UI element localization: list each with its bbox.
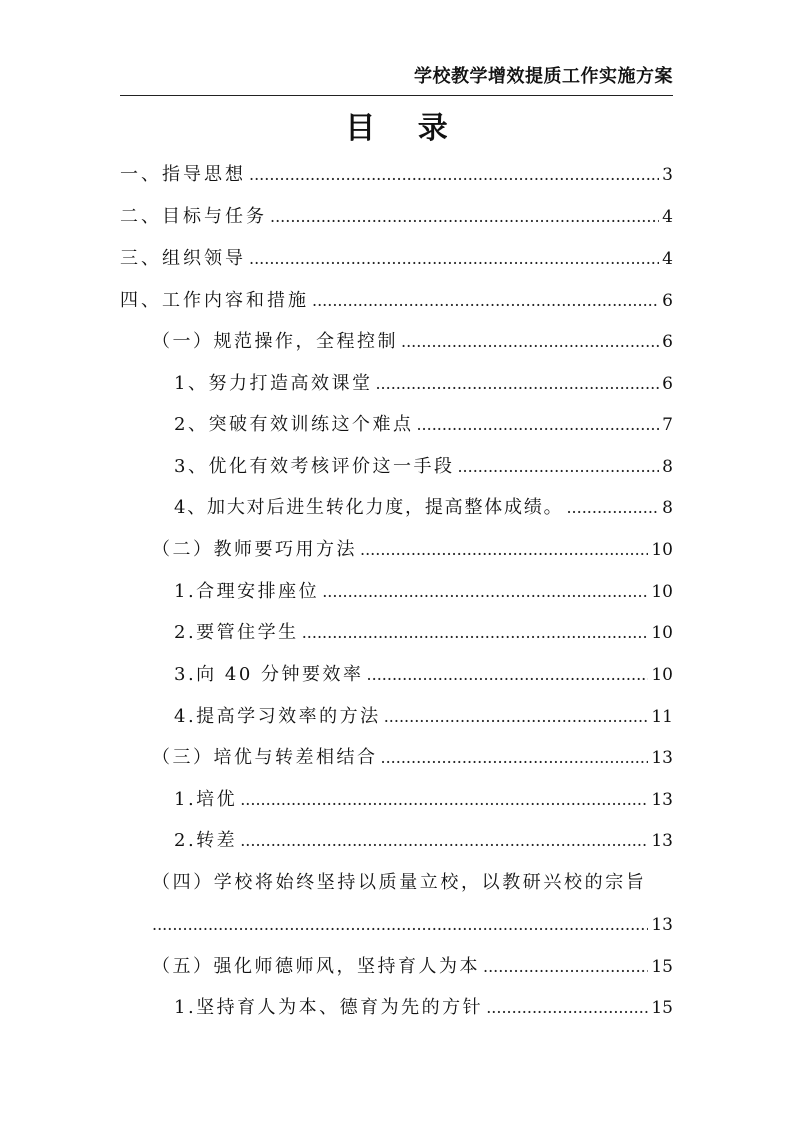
toc-entry-label: （三）培优与转差相结合 bbox=[152, 747, 378, 768]
toc-entry[interactable] bbox=[174, 449, 673, 479]
toc-entry-continuation[interactable] bbox=[152, 907, 673, 937]
running-header: 学校教学增效提质工作实施方案 bbox=[414, 66, 673, 87]
toc-entry[interactable] bbox=[174, 574, 673, 604]
toc-entry-label: 四、工作内容和措施 bbox=[120, 290, 309, 311]
toc-entry[interactable] bbox=[174, 615, 673, 645]
toc-entry-label: 4、加大对后进生转化力度，提高整体成绩。 bbox=[174, 497, 564, 518]
toc-entry-page: 13 bbox=[651, 831, 673, 851]
toc-entry[interactable] bbox=[174, 366, 673, 396]
toc-entry[interactable] bbox=[152, 740, 673, 770]
toc-entry[interactable] bbox=[174, 699, 673, 729]
toc-entry-page: 13 bbox=[651, 748, 673, 768]
toc-entry-label: 三、组织领导 bbox=[120, 248, 246, 269]
toc-entry-page: 6 bbox=[662, 374, 673, 394]
toc-entry-label: （二）教师要巧用方法 bbox=[152, 539, 357, 560]
toc-leader-dots bbox=[566, 496, 659, 520]
toc-leader-dots bbox=[322, 580, 648, 604]
toc-leader-dots bbox=[240, 829, 648, 853]
toc-entry-page: 15 bbox=[651, 957, 673, 977]
toc-entry-label: 2.转差 bbox=[174, 830, 238, 851]
toc-entry-label: 2、突破有效训练这个难点 bbox=[174, 414, 414, 435]
toc-entry-page: 13 bbox=[651, 790, 673, 810]
header-rule bbox=[120, 95, 673, 96]
toc-entry[interactable] bbox=[152, 324, 673, 354]
toc-leader-dots bbox=[367, 663, 649, 687]
toc-leader-dots bbox=[249, 163, 659, 187]
toc-leader-dots bbox=[240, 788, 648, 812]
toc-leader-dots bbox=[381, 746, 649, 770]
toc-entry-page: 8 bbox=[662, 498, 673, 518]
toc-entry[interactable] bbox=[174, 407, 673, 437]
toc-entry-label: （五）强化师德师风，坚持育人为本 bbox=[152, 956, 480, 977]
toc-entry-label: 3、优化有效考核评价这一手段 bbox=[174, 456, 455, 477]
toc-entry-page: 4 bbox=[662, 249, 673, 269]
toc-leader-dots bbox=[312, 289, 659, 313]
toc-leader-dots bbox=[302, 621, 649, 645]
toc-entry-label: 二、目标与任务 bbox=[120, 206, 267, 227]
toc-entry-label: 1、努力打造高效课堂 bbox=[174, 373, 373, 394]
toc-entry-page: 7 bbox=[662, 415, 673, 435]
toc-entry-page: 6 bbox=[662, 291, 673, 311]
toc-leader-dots bbox=[483, 955, 648, 979]
toc-entry-page: 10 bbox=[651, 540, 673, 560]
toc-entry-label: 1.坚持育人为本、德育为先的方针 bbox=[174, 997, 484, 1018]
toc-entry-page: 15 bbox=[651, 998, 673, 1018]
toc-entry[interactable] bbox=[174, 657, 673, 687]
toc-entry-wrapped[interactable] bbox=[152, 865, 673, 895]
toc-entry-page: 10 bbox=[651, 665, 673, 685]
toc-entry[interactable] bbox=[174, 490, 673, 520]
toc-leader-dots bbox=[360, 538, 648, 562]
toc-entry-label: 1.合理安排座位 bbox=[174, 581, 320, 602]
toc-entry-label: （四）学校将始终坚持以质量立校，以教研兴校的宗旨 bbox=[152, 872, 647, 893]
toc-entry[interactable] bbox=[120, 283, 673, 313]
toc-entry-page: 4 bbox=[662, 207, 673, 227]
toc-entry[interactable] bbox=[152, 949, 673, 979]
toc-entry-label: 一、指导思想 bbox=[120, 164, 246, 185]
toc-entry[interactable] bbox=[174, 823, 673, 853]
toc-leader-dots bbox=[401, 330, 659, 354]
toc-leader-dots bbox=[152, 913, 648, 937]
toc-entry-label: （一）规范操作，全程控制 bbox=[152, 331, 398, 352]
toc-entry-page: 3 bbox=[662, 165, 673, 185]
toc-entry[interactable] bbox=[120, 157, 673, 187]
toc-entry-page: 13 bbox=[651, 915, 673, 935]
toc-entry[interactable] bbox=[152, 532, 673, 562]
toc-entry[interactable] bbox=[174, 990, 673, 1020]
toc-entry-label: 1.培优 bbox=[174, 789, 238, 810]
toc-entry-label: 4.提高学习效率的方法 bbox=[174, 706, 381, 727]
toc-leader-dots bbox=[270, 205, 659, 229]
toc-entry-page: 11 bbox=[651, 707, 673, 727]
toc-entry-label: 3.向 40 分钟要效率 bbox=[174, 664, 364, 685]
toc-leader-dots bbox=[375, 372, 659, 396]
toc-entry[interactable] bbox=[120, 241, 673, 271]
toc-entry[interactable] bbox=[174, 782, 673, 812]
toc-leader-dots bbox=[416, 413, 659, 437]
toc-leader-dots bbox=[457, 455, 659, 479]
toc-title: 目 录 bbox=[345, 111, 464, 146]
toc-entry-page: 6 bbox=[662, 332, 673, 352]
toc-entry[interactable] bbox=[120, 199, 673, 229]
toc-entry-label: 2.要管住学生 bbox=[174, 622, 299, 643]
toc-leader-dots bbox=[249, 247, 659, 271]
toc-entry-page: 10 bbox=[651, 582, 673, 602]
toc-entry-page: 10 bbox=[651, 623, 673, 643]
toc-leader-dots bbox=[384, 705, 649, 729]
toc-entry-page: 8 bbox=[662, 457, 673, 477]
toc-leader-dots bbox=[486, 996, 648, 1020]
